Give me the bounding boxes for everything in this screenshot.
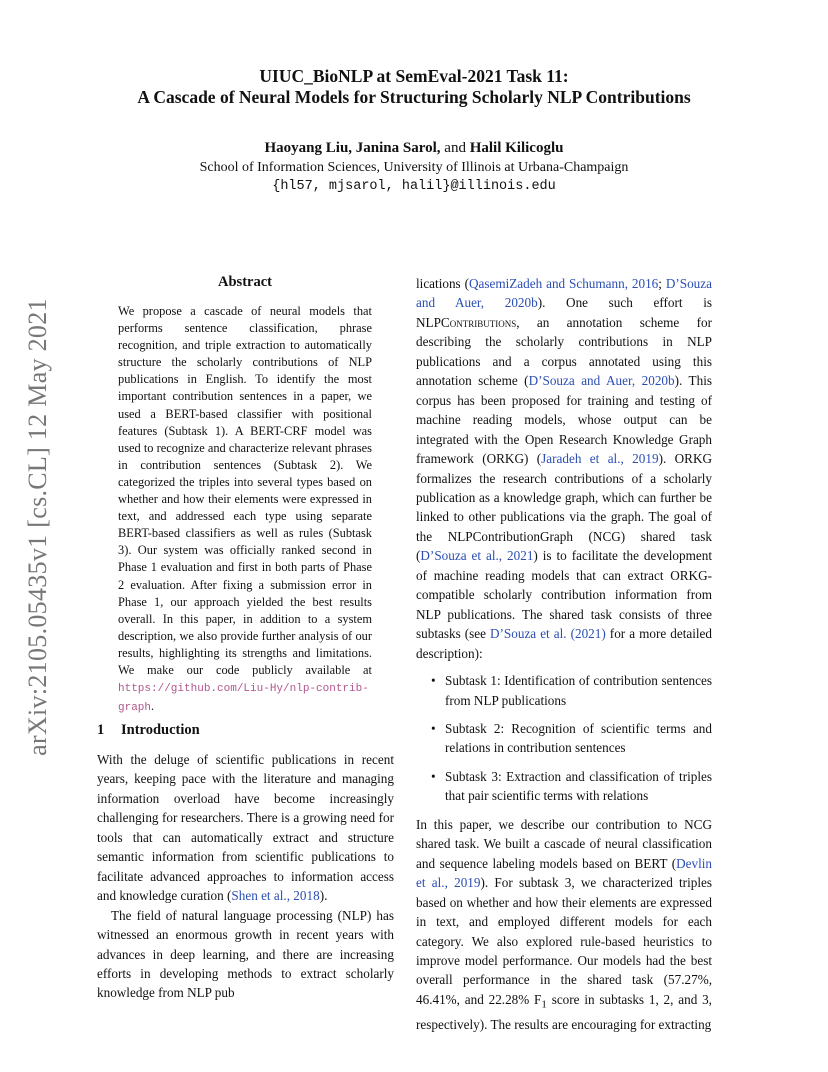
nlpcontributions-term: NLPContributions bbox=[416, 314, 517, 330]
citation-dsouza-2021-2[interactable]: D’Souza et al. (2021) bbox=[490, 626, 606, 642]
author-list bbox=[0, 140, 828, 157]
r1-text-b: ; bbox=[658, 276, 666, 291]
right-paragraph-1 bbox=[416, 274, 712, 663]
list-item: • Subtask 3: Extraction and classification of triples that pair scientific terms with relations bbox=[416, 767, 712, 806]
intro-paragraph-1 bbox=[97, 750, 394, 906]
intro-p1-text: With the deluge of scientific publications in recent years, keeping pace with the literature and managing information overload have become increasingly challenging for researchers. There is a growing need for tools that can automatically extract and structure semantic information from scientific publications to facilitate advanced approaches to information access and knowledge curation ( bbox=[97, 752, 394, 904]
title-line-2: A Cascade of Neural Models for Structuring Scholarly NLP Contributions bbox=[137, 87, 691, 107]
citation-dsouza-2020b[interactable]: D’Souza and Auer, 2020b bbox=[416, 276, 712, 311]
citation-dsouza-2020b-2[interactable]: D’Souza and Auer, 2020b bbox=[528, 373, 675, 389]
citation-jaradeh[interactable]: Jaradeh et al., 2019 bbox=[541, 451, 659, 467]
title-line-1: UIUC_BioNLP at SemEval-2021 Task 11: bbox=[259, 66, 569, 86]
section-title: Introduction bbox=[121, 722, 200, 738]
abstract-body bbox=[118, 303, 372, 717]
section-heading-introduction bbox=[97, 722, 200, 739]
abstract-text: We propose a cascade of neural models that performs sentence classification, phrase recognition, and triple extraction to automatically structure the scholarly contributions of NLP publications in English. To identify the most important contribution sentences in a paper, we used a BERT-based classifier with positional features (Subtask 1). A BERT-CRF model was used to recognize and characterize relevant phrases in contribution sentences (Subtask 2). We categorized the triples into several types based on whether and how their elements were expressed in text, and addressed each type using separate BERT-based classifiers as well as rules (Subtask 3). Our system was officially ranked second in Phase 1 evaluation and first in both parts of Phase 2 evaluation. After fixing a submission error in Phase 1, our approach yielded the best results overall. In this paper, in addition to a system description, we also provide further analysis of our results, highlighting its strengths and limitations. We make our code publicly available at bbox=[118, 304, 372, 677]
left-column-text bbox=[97, 750, 394, 1003]
author-and: and bbox=[444, 140, 466, 156]
citation-devlin[interactable]: Devlin et al., 2019 bbox=[416, 855, 712, 891]
citation-shen[interactable]: Shen et al., 2018 bbox=[231, 888, 320, 904]
affiliation: School of Information Sciences, University of Illinois at Urbana-Champaign bbox=[199, 160, 629, 175]
r1-text-g: ) is to facilitate the development of machine reading models that can extract ORKG-compatible scholarly contribution information from NLP publications. The shared task consists of three subtasks (see bbox=[416, 548, 712, 642]
list-item: • Subtask 1: Identification of contribution sentences from NLP publications bbox=[416, 671, 712, 710]
paper-title bbox=[0, 66, 828, 108]
r1-text-f: ). ORKG formalizes the research contributions of a scholarly publication as a knowledge graph, which can further be linked to other publications via the graph. The goal of the NLPContributionGraph (NCG) shared task ( bbox=[416, 451, 712, 564]
r2-text-c: score in subtasks 1, 2, and 3, respectively). The results are encouraging for extracting bbox=[416, 991, 712, 1032]
r1-text-h: for a more detailed description): bbox=[416, 626, 712, 661]
r1-text-c: ). One such effort is bbox=[537, 295, 712, 311]
r1-text-e: ). This corpus has been proposed for training and testing of machine reading models, whose output can be integrated with the Open Research Knowledge Graph framework (ORKG) ( bbox=[416, 373, 712, 467]
r2-text-b: ). For subtask 3, we characterized triples based on whether and how their elements are expressed in text, and employed different models for each category. We also explored rule-based heuristics to improve model performance. Our models had the best overall performance in the shared task (57.27%, 46.41%, and 22.28% F bbox=[416, 875, 712, 1007]
r1-text-d: , an annotation scheme for describing the scholarly contributions in NLP publications and a corpus annotated using this annotation scheme ( bbox=[416, 314, 712, 389]
intro-p1-end: ). bbox=[319, 888, 328, 904]
author-group-1: Haoyang Liu, Janina Sarol, bbox=[264, 140, 441, 156]
section-number: 1 bbox=[97, 722, 105, 738]
r2-text-a: In this paper, we describe our contribution to NCG shared task. We built a cascade of neural classification and sequence labeling models based on BERT ( bbox=[416, 816, 712, 871]
subtask-list bbox=[416, 671, 712, 806]
citation-dsouza-2021[interactable]: D’Souza et al., 2021 bbox=[420, 548, 534, 564]
email: {hl57, mjsarol, halil}@illinois.edu bbox=[272, 179, 556, 194]
arxiv-identifier: arXiv:2105.05435v1 [cs.CL] 12 May 2021 bbox=[23, 298, 52, 756]
abstract-end: . bbox=[151, 699, 155, 714]
intro-paragraph-2: The field of natural language processing (NLP) has witnessed an enormous growth in recent years with advances in deep learning, and there are increasing efforts in developing methods to extract scholarly knowledge from NLP pub bbox=[97, 907, 394, 1001]
author-group-2: Halil Kilicoglu bbox=[469, 140, 564, 156]
citation-qasemizadeh[interactable]: QasemiZadeh and Schumann, 2016 bbox=[468, 276, 659, 291]
right-column-text bbox=[416, 274, 712, 1034]
right-paragraph-2 bbox=[416, 815, 712, 1035]
code-url-link[interactable]: https://github.com/Liu-Hy/nlp-contrib-graph bbox=[118, 683, 369, 715]
f1-subscript: 1 bbox=[541, 998, 547, 1011]
abstract-heading: Abstract bbox=[218, 274, 272, 290]
list-item: • Subtask 2: Recognition of scientific terms and relations in contribution sentences bbox=[416, 719, 712, 758]
r1-text-a: lications ( bbox=[416, 276, 469, 291]
